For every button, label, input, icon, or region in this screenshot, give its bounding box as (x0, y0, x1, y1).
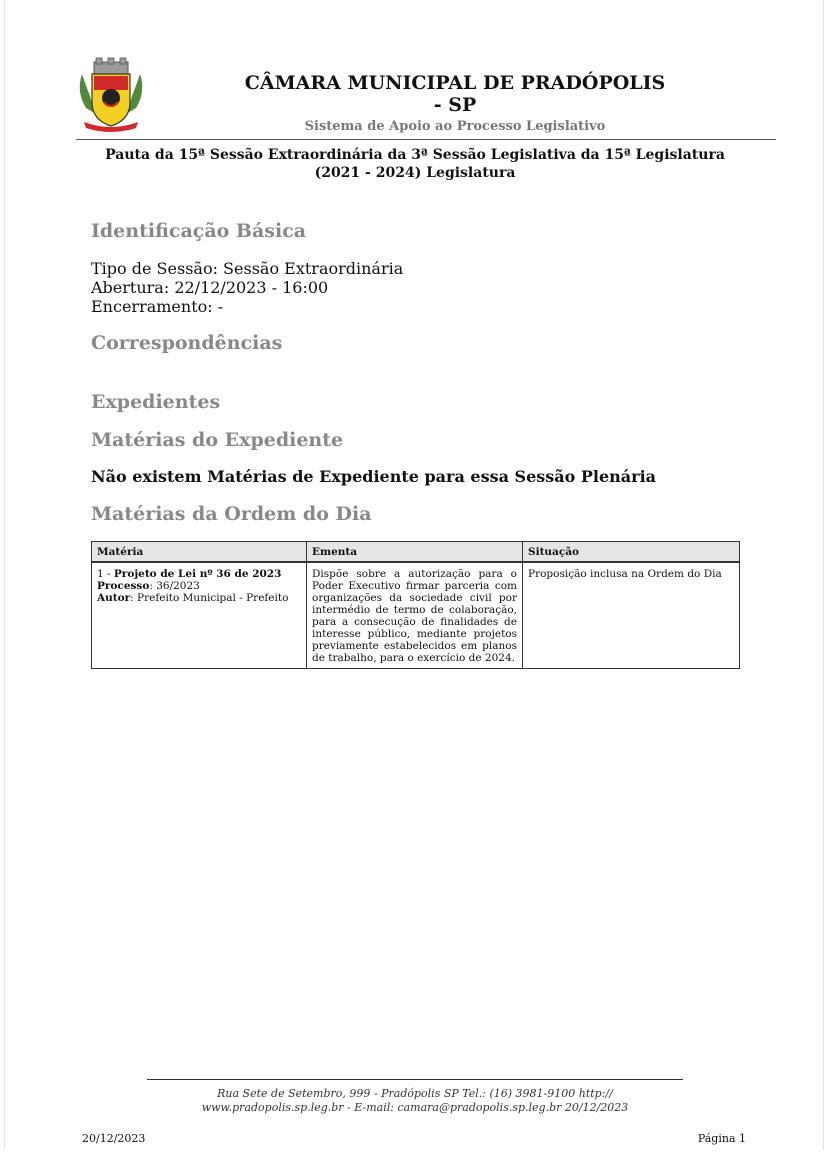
section-identificacao-heading: Identificação Básica (91, 220, 307, 242)
materia-prefix: 1 - (97, 568, 114, 580)
table-row (92, 562, 740, 669)
pauta-title-line1: Pauta da 15ª Sessão Extraordinária da 3ª Sessão Legislativa da 15ª Legislatura (105, 147, 725, 163)
header-materia: Matéria (92, 542, 307, 563)
tipo-sessao: Tipo de Sessão: Sessão Extraordinária (91, 259, 404, 278)
ementa-cell: Dispõe sobre a autorização para o Poder Executivo firmar parceria com organizações da sociedade civil por intermédio de termo de colaboração, para a consecução de finalidades de interesse público, mediante projetos previamente estabelecidos em planos de trabalho, para o exercício de 2024. (307, 562, 523, 669)
header-situacao: Situação (523, 542, 740, 563)
section-expedientes-heading: Expedientes (91, 391, 221, 413)
footer-address-line2: www.pradopolis.sp.leg.br - E-mail: camara@pradopolis.sp.leg.br 20/12/2023 (201, 1101, 629, 1114)
section-materias-ordem-heading: Matérias da Ordem do Dia (91, 503, 372, 525)
header-ementa: Ementa (307, 542, 523, 563)
page-number: Página 1 (697, 1132, 746, 1145)
footer-date: 20/12/2023 (82, 1132, 146, 1145)
situacao-cell: Proposição inclusa na Ordem do Dia (523, 562, 740, 669)
pauta-title-line2: (2021 - 2024) Legislatura (314, 165, 516, 181)
materia-title: Projeto de Lei nº 36 de 2023 (113, 568, 282, 580)
section-materias-expediente-heading: Matérias do Expediente (91, 429, 344, 451)
footer-address-line1: Rua Sete de Setembro, 999 - Pradópolis SP Tel.: (16) 3981-9100 http:// (217, 1087, 613, 1100)
materias-table (91, 541, 740, 669)
materia-cell (92, 562, 307, 669)
no-expediente-notice: Não existem Matérias de Expediente para essa Sessão Plenária (91, 467, 657, 486)
footer-address (147, 1087, 683, 1115)
table-header-row (92, 542, 740, 563)
footer-divider (147, 1079, 683, 1080)
municipal-coat-of-arms-icon (72, 56, 150, 134)
chamber-title-line2: - SP (433, 94, 477, 116)
header-divider (76, 139, 776, 140)
autor-value: : Prefeito Municipal - Prefeito (130, 592, 289, 604)
chamber-title (230, 72, 680, 116)
section-correspondencias-heading: Correspondências (91, 332, 283, 354)
chamber-title-line1: CÂMARA MUNICIPAL DE PRADÓPOLIS (244, 72, 666, 94)
processo-value: : 36/2023 (149, 580, 200, 592)
autor-label: Autor (97, 592, 131, 604)
encerramento: Encerramento: - (91, 297, 224, 316)
system-subtitle: Sistema de Apoio ao Processo Legislativo (304, 119, 606, 134)
abertura: Abertura: 22/12/2023 - 16:00 (91, 278, 329, 297)
processo-label: Processo (97, 580, 150, 592)
pauta-title (76, 146, 754, 182)
